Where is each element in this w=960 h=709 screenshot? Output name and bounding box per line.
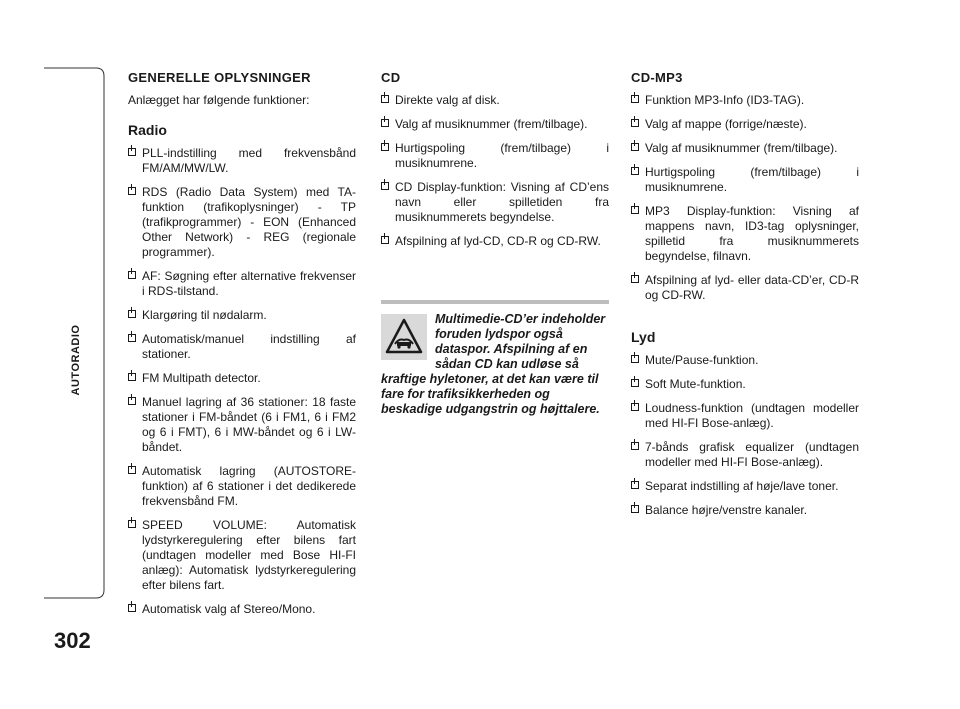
list-item: SPEED VOLUME: Automatisk lydstyrkeregulering efter bilens fart (undtagen modeller med Bose HI-FI anlæg): Automatisk lydstyrkeregulering efter bilens fart. xyxy=(128,518,356,593)
checkbox-icon xyxy=(631,206,639,214)
checkbox-icon xyxy=(631,275,639,283)
checkbox-icon xyxy=(128,148,136,156)
checkbox-icon xyxy=(631,119,639,127)
checkbox-icon xyxy=(128,373,136,381)
list-item: Afspilning af lyd-CD, CD-R og CD-RW. xyxy=(381,234,609,249)
checkbox-icon xyxy=(631,481,639,489)
list-item: Soft Mute-funktion. xyxy=(631,377,859,392)
checkbox-icon xyxy=(128,520,136,528)
warning-text: Multimedie-CD’er indeholder foruden lydspor også dataspor. Afspilning af en sådan CD kan udløse så kraftige hyletoner, at det kan være til fare for trafiksikkerheden og beskadige udgangstrin og højttalere. xyxy=(381,312,606,416)
list-item: Klargøring til nødalarm. xyxy=(128,308,356,323)
cd-feature-list xyxy=(381,93,609,249)
list-item: Afspilning af lyd- eller data-CD’er, CD-R og CD-RW. xyxy=(631,273,859,303)
checkbox-icon xyxy=(381,182,389,190)
list-item: Mute/Pause-funktion. xyxy=(631,353,859,368)
sound-feature-list xyxy=(631,353,859,518)
list-item: CD Display-funktion: Visning af CD’ens navn eller spilletiden fra musiknummerets begyndelse. xyxy=(381,180,609,225)
checkbox-icon xyxy=(631,143,639,151)
checkbox-icon xyxy=(381,95,389,103)
warning-divider xyxy=(381,300,609,304)
page-margin-line xyxy=(0,0,120,709)
checkbox-icon xyxy=(128,466,136,474)
list-item: Automatisk/manuel indstilling af stationer. xyxy=(128,332,356,362)
checkbox-icon xyxy=(128,187,136,195)
page-number: 302 xyxy=(54,628,91,653)
checkbox-icon xyxy=(631,442,639,450)
checkbox-icon xyxy=(631,167,639,175)
radio-feature-list xyxy=(128,146,356,617)
subsection-title-lyd: Lyd xyxy=(631,329,656,345)
checkbox-icon xyxy=(128,271,136,279)
checkbox-icon xyxy=(631,355,639,363)
subsection-title-radio: Radio xyxy=(128,122,167,138)
list-item: 7-bånds grafisk equalizer (undtagen modeller med HI-FI Bose-anlæg). xyxy=(631,440,859,470)
list-item: Loudness-funktion (undtagen modeller med HI-FI Bose-anlæg). xyxy=(631,401,859,431)
checkbox-icon xyxy=(128,397,136,405)
list-item: Manuel lagring af 36 stationer: 18 faste stationer i FM-båndet (6 i FM1, 6 i FM2 og 6 i FMT), 6 i MW-båndet og 6 i LW-båndet. xyxy=(128,395,356,455)
warning-icon xyxy=(381,314,427,360)
list-item: MP3 Display-funktion: Visning af mappens navn, ID3-tag oplysninger, spilletid fra musiknummerets begyndelse, filnavn. xyxy=(631,204,859,264)
list-item: Separat indstilling af høje/lave toner. xyxy=(631,479,859,494)
intro-text: Anlægget har følgende funktioner: xyxy=(128,93,310,107)
checkbox-icon xyxy=(128,604,136,612)
checkbox-icon xyxy=(631,95,639,103)
list-item: Valg af mappe (forrige/næste). xyxy=(631,117,859,132)
list-item: Hurtigspoling (frem/tilbage) i musiknumrene. xyxy=(381,141,609,171)
list-item: AF: Søgning efter alternative frekvenser i RDS-tilstand. xyxy=(128,269,356,299)
checkbox-icon xyxy=(128,334,136,342)
section-title-general: GENERELLE OPLYSNINGER xyxy=(128,70,311,85)
checkbox-icon xyxy=(631,505,639,513)
checkbox-icon xyxy=(631,379,639,387)
list-item: Valg af musiknummer (frem/tilbage). xyxy=(631,141,859,156)
warning-box xyxy=(381,300,609,417)
list-item: Funktion MP3-Info (ID3-TAG). xyxy=(631,93,859,108)
checkbox-icon xyxy=(128,310,136,318)
column-cd xyxy=(381,70,609,258)
mp3-feature-list xyxy=(631,93,859,303)
list-item: Automatisk valg af Stereo/Mono. xyxy=(128,602,356,617)
checkbox-icon xyxy=(381,143,389,151)
checkbox-icon xyxy=(631,403,639,411)
list-item: RDS (Radio Data System) med TA-funktion (trafikoplysninger) - TP (trafikprogrammer) - EON (Enhanced Other Network) - REG (regionale programmer). xyxy=(128,185,356,260)
section-title-cd: CD xyxy=(381,70,401,85)
list-item: Hurtigspoling (frem/tilbage) i musiknumrene. xyxy=(631,165,859,195)
column-cd-mp3 xyxy=(631,70,859,527)
side-label: AUTORADIO xyxy=(70,324,82,396)
checkbox-icon xyxy=(381,119,389,127)
list-item: Automatisk lagring (AUTOSTORE-funktion) af 6 stationer i det dedikerede frekvensbånd FM. xyxy=(128,464,356,509)
list-item: Direkte valg af disk. xyxy=(381,93,609,108)
section-title-cd-mp3: CD-MP3 xyxy=(631,70,683,85)
checkbox-icon xyxy=(381,236,389,244)
list-item: PLL-indstilling med frekvensbånd FM/AM/MW/LW. xyxy=(128,146,356,176)
list-item: Balance højre/venstre kanaler. xyxy=(631,503,859,518)
column-general-info xyxy=(128,70,356,626)
list-item: Valg af musiknummer (frem/tilbage). xyxy=(381,117,609,132)
list-item: FM Multipath detector. xyxy=(128,371,356,386)
